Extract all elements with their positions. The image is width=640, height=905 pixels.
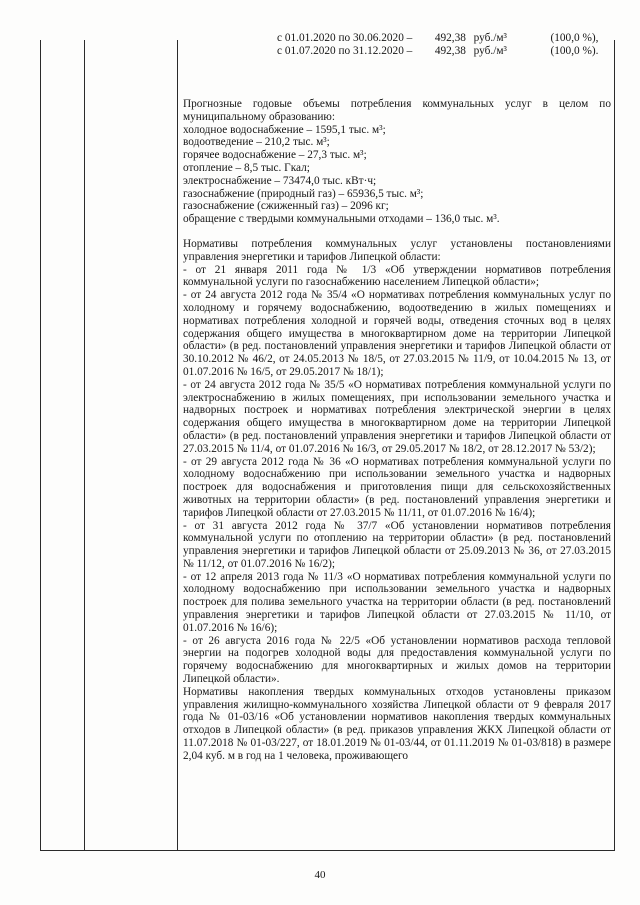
tko-paragraph: Нормативы накопления твердых коммунальных отходов установлены приказом управления жилищно-коммунального хозяйства Липецкой области от 9 февраля 2017 года № 01-03/16 «Об установлении нормативов накопления твердых коммунальных отходов в Липецкой области» (в ред. приказов управления ЖКХ Липецкой области от 11.07.2018 № 01-03/227, от 18.01.2019 № 01-03/44, от 01.11.2019 № 01-03/818) в размере 2,04 куб. м в год на 1 человека, проживающего	[183, 685, 611, 762]
forecast-item: газоснабжение (природный газ) – 65936,5 тыс. м³;	[183, 187, 424, 200]
page-number: 40	[314, 869, 326, 881]
tariff-percent: (100,0 %),	[550, 32, 599, 44]
tariff-unit: руб./м³	[473, 32, 507, 44]
norms-item: - от 21 января 2011 года № 1/3 «Об утверждении нормативов потребления коммунальной услуги по газоснабжению населением Липецкой области»;	[183, 263, 611, 289]
forecast-item: электроснабжение – 73474,0 тыс. кВт·ч;	[183, 174, 377, 187]
tariff-period: с 01.01.2020 по 30.06.2020 –	[277, 32, 413, 44]
norms-item: - от 26 августа 2016 года № 22/5 «Об установлении нормативов расхода тепловой энергии на подогрев холодной воды для предоставления коммунальной услуги по горячему водоснабжению для многоквартирных и жилых домов на территории Липецкой области».	[183, 634, 611, 686]
tariff-price: 492,38	[434, 32, 466, 44]
tariff-price: 492,38	[434, 45, 466, 57]
tariff-line	[277, 45, 599, 57]
norms-item: - от 29 августа 2012 года № 36 «О нормативах потребления коммунальной услуги по холодному водоснабжению при использовании земельного участка и надворных построек для водоснабжения и приготовления пищи для сельскохозяйственных животных на территории области» (в ред. постановлений управления энергетики и тарифов Липецкой области от 27.03.2015 № 11/11, от 01.07.2016 № 16/4);	[183, 455, 611, 519]
tariff-line	[277, 32, 599, 44]
norms-item: - от 12 апреля 2013 года № 11/3 «О нормативах потребления коммунальной услуги по холодному водоснабжению при использовании земельного участка и надворных построек для полива земельного участка на территории области (в ред. постановлений управления энергетики и тарифов Липецкой области от 27.03.2015 № 11/10, от 01.07.2016 № 16/6);	[183, 570, 611, 634]
table-column-divider	[177, 40, 178, 850]
tariff-percent: (100,0 %).	[550, 45, 599, 57]
forecast-item: обращение с твердыми коммунальными отходами – 136,0 тыс. м³.	[183, 213, 500, 226]
forecast-item: водоотведение – 210,2 тыс. м³;	[183, 136, 330, 149]
forecast-item: холодное водоснабжение – 1595,1 тыс. м³;	[183, 123, 386, 136]
forecast-intro: Прогнозные годовые объемы потребления коммунальных услуг в целом по муниципальному образованию:	[183, 98, 611, 123]
tariff-unit: руб./м³	[473, 45, 507, 57]
norms-item: - от 24 августа 2012 года № 35/5 «О нормативах потребления коммунальной услуги по электроснабжению в жилых помещениях, при использовании земельного участка и надворных построек и нормативах потребления электрической энергии в целях содержания общего имущества в многоквартирном доме на территории Липецкой области» (в ред. постановлений управления энергетики и тарифов Липецкой области от 27.03.2015 № 11/4, от 01.07.2016 № 16/3, от 29.05.2017 № 18/2, от 28.12.2017 № 53/2);	[183, 378, 611, 455]
norms-intro: Нормативы потребления коммунальных услуг установлены постановлениями управления энергетики и тарифов Липецкой области:	[183, 237, 611, 263]
forecast-item: газоснабжение (сжиженный газ) – 2096 кг;	[183, 200, 389, 213]
forecast-item: горячее водоснабжение – 27,3 тыс. м³;	[183, 149, 367, 162]
tariff-period: с 01.07.2020 по 31.12.2020 –	[277, 45, 413, 57]
norms-item: - от 24 августа 2012 года № 35/4 «О нормативах потребления коммунальных услуг по холодному и горячему водоснабжению, водоотведению в жилых помещениях и нормативах потребления холодной и горячей воды, отведения сточных вод в целях содержания общего имущества в многоквартирном доме на территории Липецкой области» (в ред. постановлений управления энергетики и тарифов Липецкой области от 30.10.2012 № 46/2, от 24.05.2013 № 18/5, от 27.03.2015 № 11/9, от 10.04.2015 № 13, от 01.07.2016 № 16/5, от 29.05.2017 № 18/1);	[183, 289, 611, 378]
main-text	[183, 98, 611, 763]
norms-item: - от 31 августа 2012 года № 37/7 «Об установлении нормативов потребления коммунальной услуги по отоплению на территории области» (в ред. постановлений управления энергетики и тарифов Липецкой области от 25.09.2013 № 36, от 27.03.2015 № 11/12, от 01.07.2016 № 16/2);	[183, 519, 611, 570]
table-column-divider	[84, 40, 85, 850]
forecast-item: отопление – 8,5 тыс. Гкал;	[183, 161, 310, 174]
